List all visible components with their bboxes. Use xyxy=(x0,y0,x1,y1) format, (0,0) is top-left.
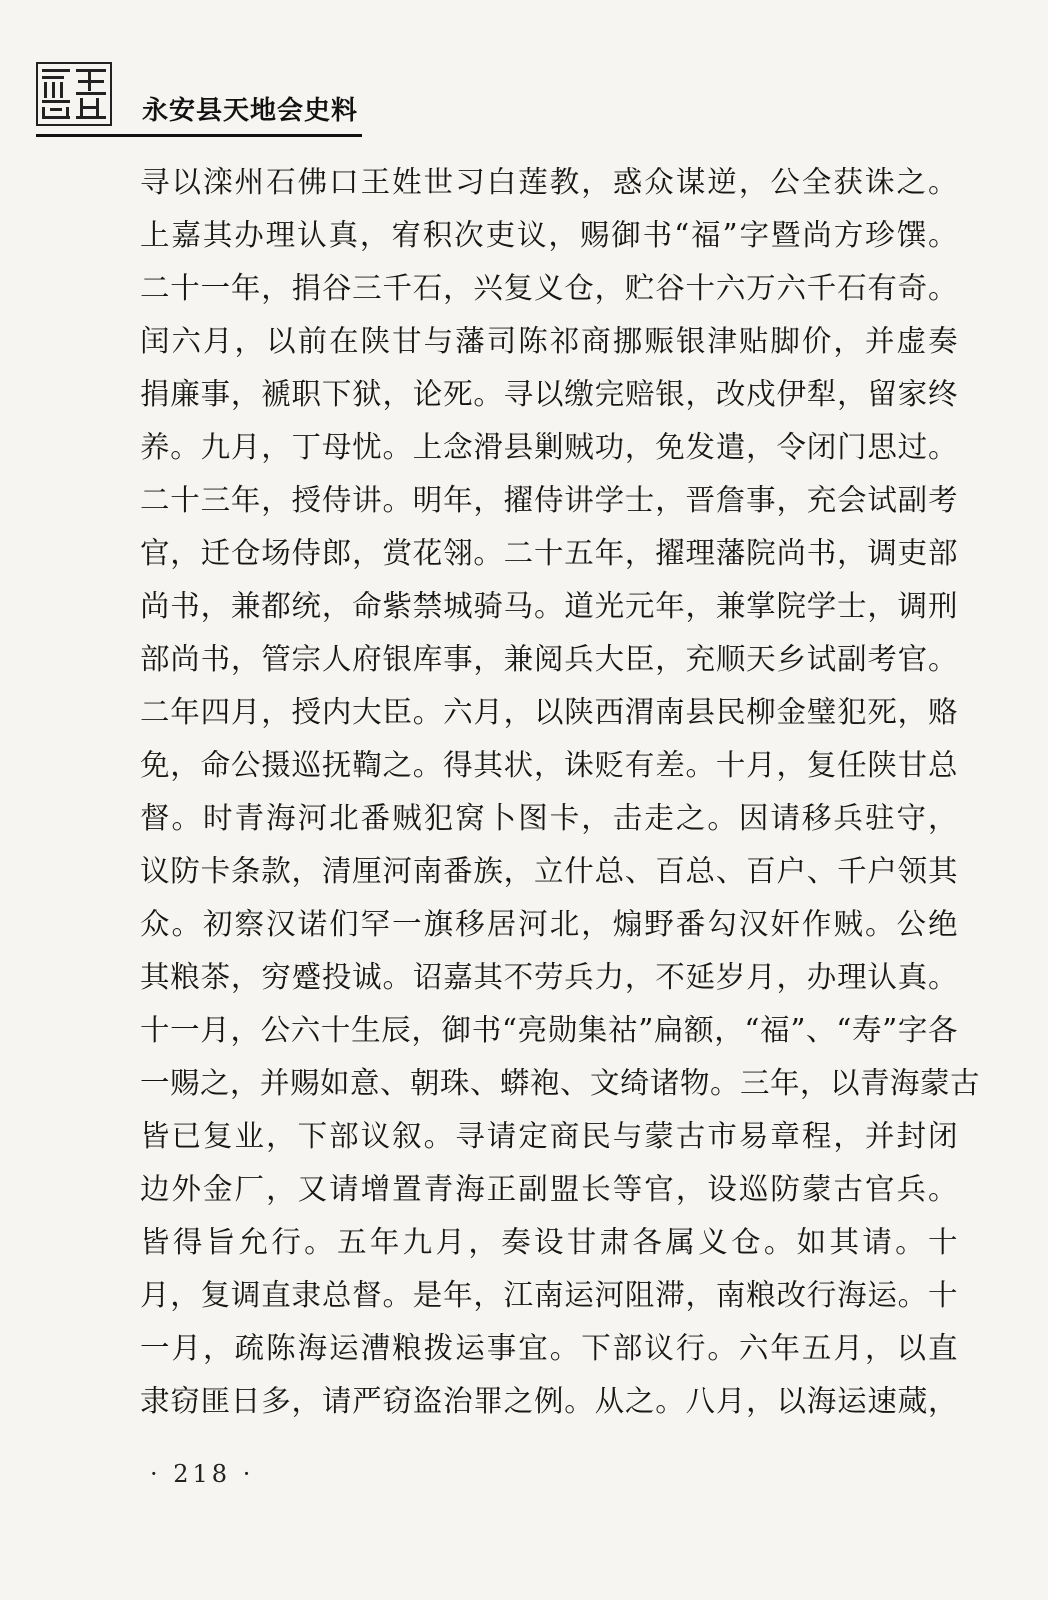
text-line: 督。时青海河北番贼犯窝卜图卡，击走之。因请移兵驻守， xyxy=(140,801,958,835)
text-line: 二十一年，捐谷三千石，兴复义仓，贮谷十六万六千石有奇。 xyxy=(140,271,958,305)
text-line: 皆得旨允行。五年九月，奏设甘肃各属义仓。如其请。十 xyxy=(140,1225,958,1259)
text-line: 捐廉事，褫职下狱，论死。寻以缴完赔银，改戍伊犁，留家终 xyxy=(140,377,958,411)
text-line: 议防卡条款，清厘河南番族，立什总、百总、百户、千户领其 xyxy=(140,854,958,888)
text-line: 十一月，公六十生辰，御书“亮勋集祜”扁额，“福”、“寿”字各 xyxy=(140,1013,958,1047)
running-header-title: 永安县天地会史料 xyxy=(142,96,359,126)
text-line: 二十三年，授侍讲。明年，擢侍讲学士，晋詹事，充会试副考 xyxy=(140,483,958,517)
header-rule xyxy=(36,134,362,137)
text-line: 边外金厂，又请增置青海正副盟长等官，设巡防蒙古官兵。 xyxy=(140,1172,958,1206)
text-line: 官，迁仓场侍郎，赏花翎。二十五年，擢理藩院尚书，调吏部 xyxy=(140,536,958,570)
text-line: 一赐之，并赐如意、朝珠、蟒袍、文绮诸物。三年，以青海蒙古 xyxy=(140,1066,981,1100)
seal-logo-icon xyxy=(36,62,112,126)
text-line: 部尚书，管宗人府银库事，兼阅兵大臣，充顺天乡试副考官。 xyxy=(140,642,958,676)
text-line: 闰六月，以前在陕甘与藩司陈祁商挪赈银津贴脚价，并虚奏 xyxy=(140,324,958,358)
text-line: 免，命公摄巡抚鞫之。得其状，诛贬有差。十月，复任陕甘总 xyxy=(140,748,958,782)
text-line: 养。九月，丁母忧。上念滑县剿贼功，免发遣，令闭门思过。 xyxy=(140,430,958,464)
text-line: 众。初察汉诺们罕一旗移居河北，煽野番勾汉奸作贼。公绝 xyxy=(140,907,958,941)
text-line: 寻以滦州石佛口王姓世习白莲教，惑众谋逆，公全获诛之。 xyxy=(140,165,958,199)
text-line: 皆已复业，下部议叙。寻请定商民与蒙古市易章程，并封闭 xyxy=(140,1119,958,1153)
page-number: · 218 · xyxy=(150,1460,255,1488)
text-line: 隶窃匪日多，请严窃盗治罪之例。从之。八月，以海运速蒇， xyxy=(140,1384,958,1418)
text-line: 尚书，兼都统，命紫禁城骑马。道光元年，兼掌院学士，调刑 xyxy=(140,589,958,623)
text-line: 一月，疏陈海运漕粮拨运事宜。下部议行。六年五月，以直 xyxy=(140,1331,958,1365)
text-line: 其粮茶，穷蹙投诚。诏嘉其不劳兵力，不延岁月，办理认真。 xyxy=(140,960,958,994)
text-line: 上嘉其办理认真，宥积次吏议，赐御书“福”字暨尚方珍馔。 xyxy=(140,218,958,252)
text-line: 二年四月，授内大臣。六月，以陕西渭南县民柳金璧犯死，赂 xyxy=(140,695,958,729)
text-line: 月，复调直隶总督。是年，江南运河阻滞，南粮改行海运。十 xyxy=(140,1278,958,1312)
body-text xyxy=(140,156,981,1428)
